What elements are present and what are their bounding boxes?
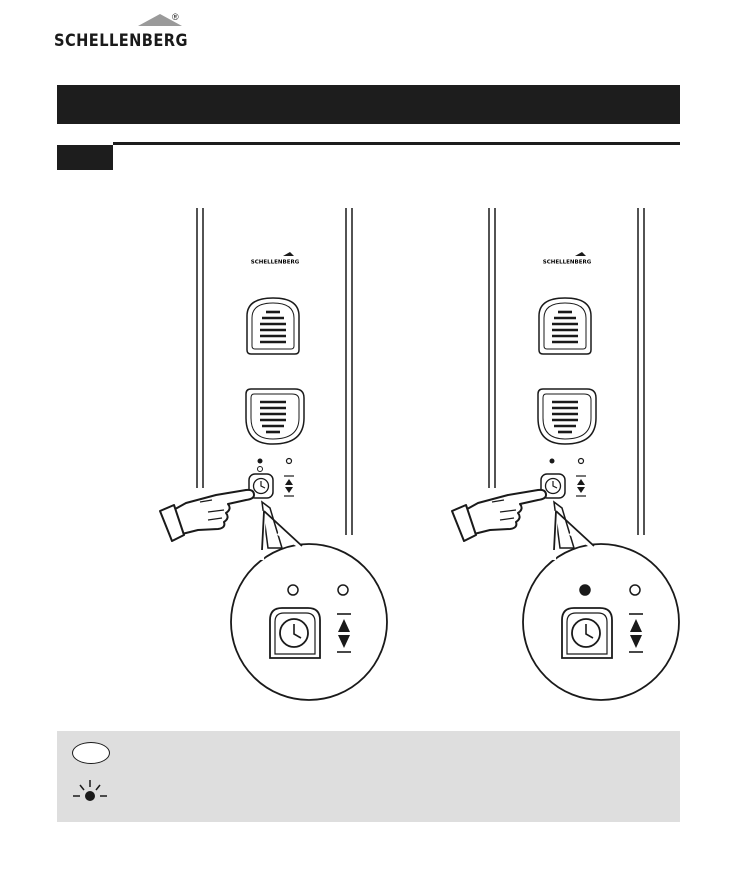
section-divider xyxy=(113,142,680,145)
section-tab xyxy=(57,145,113,170)
zoom-led-1 xyxy=(288,585,298,595)
zoom-led-2 xyxy=(630,585,640,595)
logo-wordmark: SCHELLENBERG xyxy=(54,31,188,51)
led-flash-icon xyxy=(71,776,111,806)
up-down-arrow-icon xyxy=(284,476,294,496)
pointing-hand-icon xyxy=(160,490,254,541)
device-panel-1 xyxy=(160,208,387,700)
note-box xyxy=(57,731,680,822)
instruction-figure xyxy=(0,190,737,710)
device-brand-label: SCHELLENBERG xyxy=(250,259,300,266)
device-panel-2 xyxy=(452,208,679,700)
logo-registered-mark: ® xyxy=(172,12,179,22)
led-2 xyxy=(287,459,292,464)
pointing-hand-icon xyxy=(452,490,546,541)
zoom-led-2 xyxy=(338,585,348,595)
up-down-arrow-icon xyxy=(576,476,586,496)
led-1 xyxy=(258,459,263,464)
title-bar xyxy=(57,85,680,124)
device-brand-label: SCHELLENBERG xyxy=(542,259,592,266)
brand-logo xyxy=(54,12,188,54)
zoom-led-1 xyxy=(580,585,590,595)
led-1 xyxy=(550,459,555,464)
led-2 xyxy=(579,459,584,464)
language-badge xyxy=(72,742,110,764)
